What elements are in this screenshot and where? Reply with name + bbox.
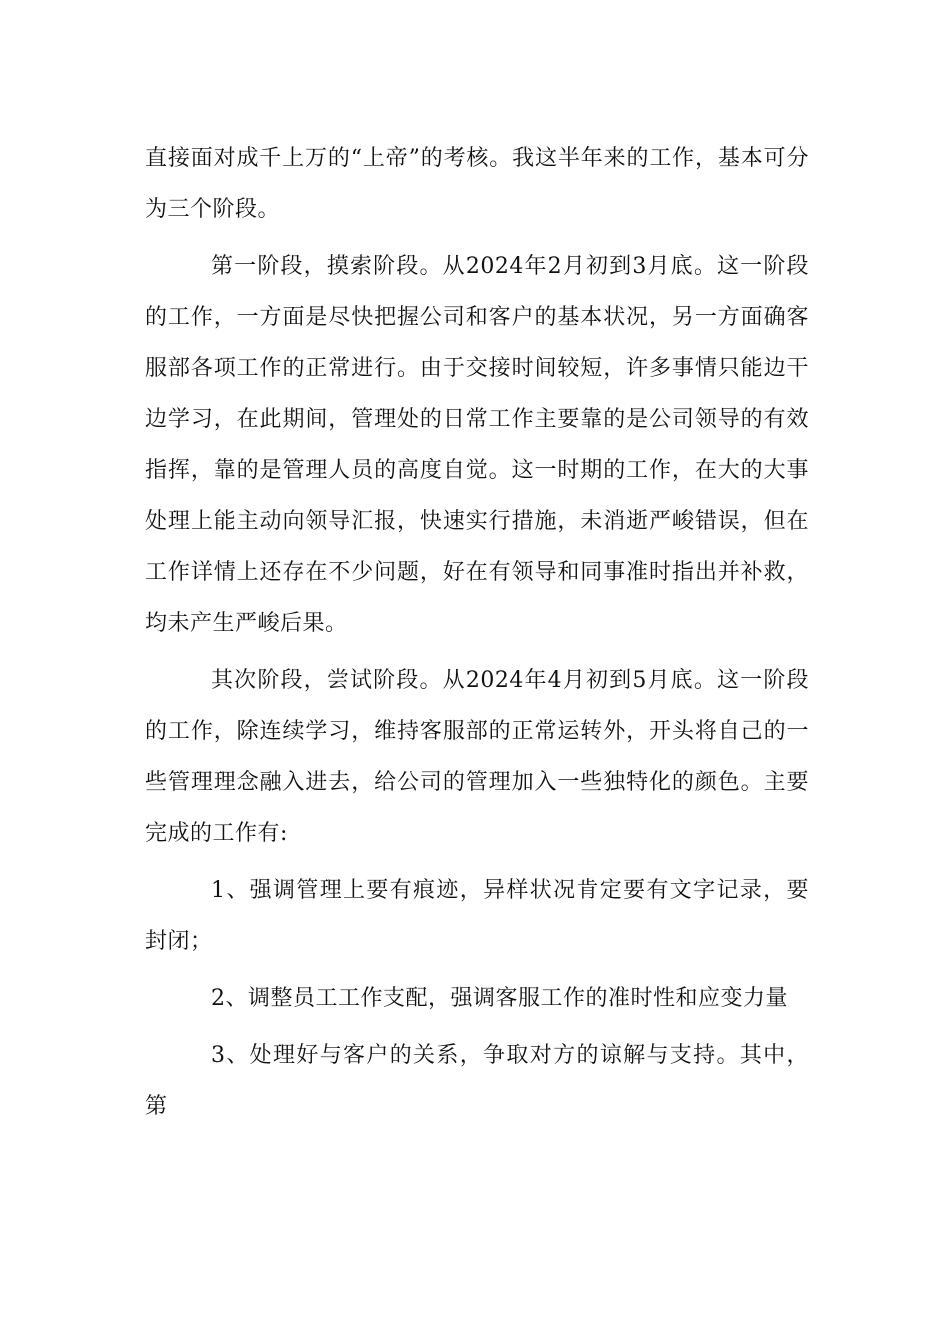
list-item-2: 2、调整员工工作支配，强调客服工作的准时性和应变力量 — [211, 986, 788, 1011]
paragraph-intro-continuation: 直接面对成千上万的“上帝”的考核。我这半年来的工作，基本可分为三个阶段。 — [145, 146, 809, 222]
list-item-3: 3、处理好与客户的关系，争取对方的谅解与支持。其中，第 — [145, 1043, 809, 1119]
paragraph-stage-two: 其次阶段，尝试阶段。从2024年4月初到5月底。这一阶段的工作，除连续学习，维持客服部的正常运转外，开头将自己的一些管理理念融入进去，给公司的管理加入一些独特化的颜色。主要完成的工作有: — [145, 668, 809, 846]
document-body — [145, 133, 809, 1138]
paragraph-stage-one: 第一阶段，摸索阶段。从2024年2月初到3月底。这一阶段的工作，一方面是尽快把握公司和客户的基本状况，另一方面确客服部各项工作的正常进行。由于交接时间较短，许多事情只能边干边学习，在此期间，管理处的日常工作主要靠的是公司领导的有效指挥，靠的是管理人员的高度自觉。这一时期的工作，在大的大事处理上能主动向领导汇报，快速实行措施，未消逝严峻错误，但在工作详情上还存在不少问题，好在有领导和同事准时指出并补救，均未产生严峻后果。 — [145, 254, 809, 636]
list-item-1: 1、强调管理上要有痕迹，异样状况肯定要有文字记录，要封闭； — [145, 878, 809, 954]
